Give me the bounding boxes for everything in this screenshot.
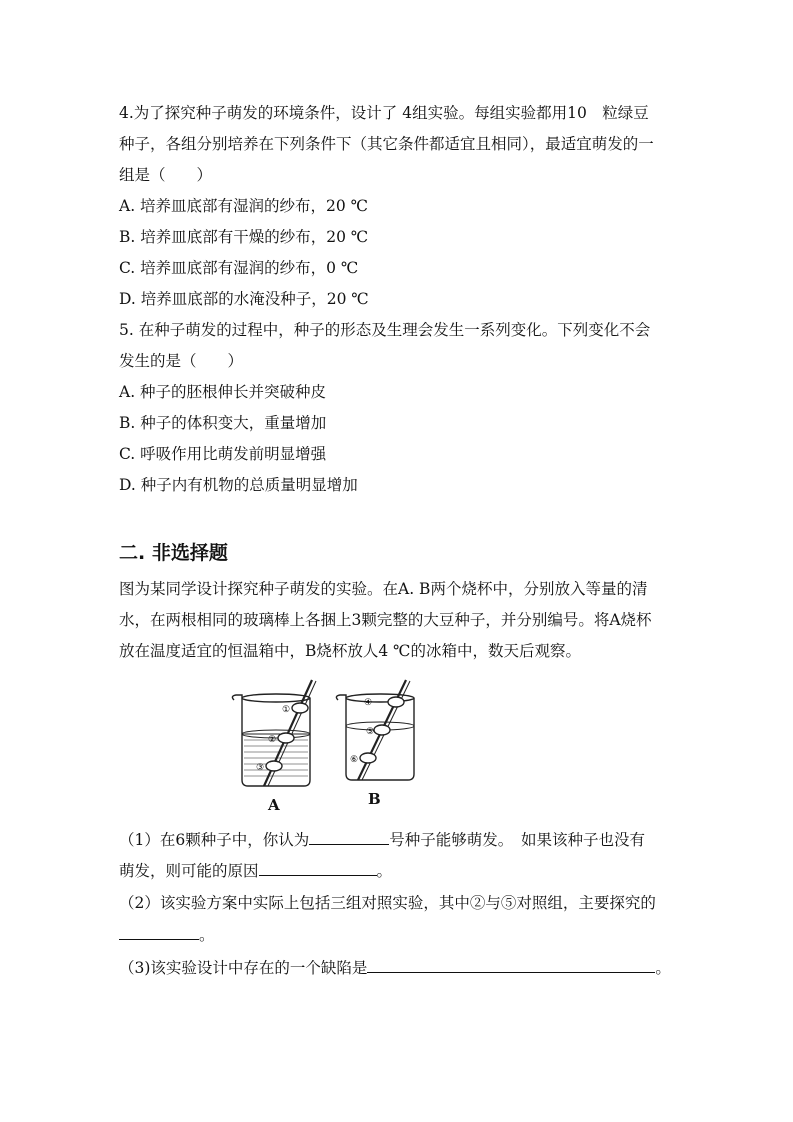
section-title: 二. 非选择题	[119, 542, 228, 564]
sub1-line-2	[119, 860, 392, 881]
q4-option-c: C. 培养皿底部有湿润的纱布，0 ℃	[119, 259, 359, 277]
q4-stem-line-1: 4.为了探究种子萌发的环境条件，设计了 4组实验。每组实验都用10 粒绿豆	[119, 104, 649, 122]
answer-blank-2[interactable]	[259, 860, 377, 876]
sub1-end: 。	[376, 862, 393, 880]
intro-line-2: 水，在两根相同的玻璃棒上各捆上3颗完整的大豆种子，并分别编号。将A烧杯	[119, 611, 652, 629]
q5-option-d: D. 种子内有机物的总质量明显增加	[119, 476, 358, 494]
seed-3-label: ③	[256, 763, 265, 773]
beaker-a	[232, 680, 316, 786]
seed-2-label: ②	[268, 735, 277, 745]
sub1-text-b: 号种子能够萌发。 如果该种子也没有	[389, 831, 645, 849]
intro-line-3: 放在温度适宜的恒温箱中，B烧杯放人4 ℃的冰箱中，数天后观察。	[119, 642, 582, 660]
sub2-end: 。	[199, 926, 215, 944]
beaker-b	[336, 680, 414, 780]
q4-option-d: D. 培养皿底部的水淹没种子，20 ℃	[119, 290, 369, 308]
beaker-a-label: A	[268, 796, 280, 814]
q5-option-b: B. 种子的体积变大，重量增加	[119, 414, 327, 432]
q5-option-a: A. 种子的胚根伸长并突破种皮	[119, 383, 327, 401]
seed-1-label: ①	[282, 705, 291, 715]
answer-blank-4[interactable]	[367, 957, 655, 973]
answer-blank-1[interactable]	[309, 829, 389, 845]
q5-stem-line-1: 5. 在种子萌发的过程中，种子的形态及生理会发生一系列变化。下列变化不会	[119, 321, 651, 339]
q4-option-a: A. 培养皿底部有湿润的纱布，20 ℃	[119, 197, 369, 215]
beaker-figure	[228, 678, 428, 818]
intro-line-1: 图为某同学设计探究种子萌发的实验。在A. B两个烧杯中，分别放入等量的清	[119, 580, 648, 598]
beaker-b-label: B	[368, 790, 381, 808]
seed-4-label: ④	[364, 698, 373, 708]
sub1-line-1	[119, 829, 645, 850]
seed-5-label: ⑤	[366, 727, 375, 737]
sub3-end: 。	[655, 959, 671, 977]
sub1-text-a: （1）在6颗种子中，你认为	[119, 831, 310, 849]
sub3-line-1	[119, 957, 671, 978]
answer-blank-3[interactable]	[119, 924, 199, 940]
q5-stem-line-2: 发生的是（ ）	[119, 352, 244, 370]
seed-6-label: ⑥	[350, 755, 359, 765]
sub1-text-c: 萌发，则可能的原因	[119, 862, 259, 880]
q5-option-c: C. 呼吸作用比萌发前明显增强	[119, 445, 327, 463]
sub2-line-1: （2）该实验方案中实际上包括三组对照实验，其中②与⑤对照组，主要探究的	[119, 894, 656, 912]
sub2-line-2	[119, 924, 215, 945]
beaker-illustration	[228, 678, 428, 796]
q4-stem-line-2: 种子，各组分别培养在下列条件下（其它条件都适宜且相同），最适宜萌发的一	[119, 135, 654, 153]
q4-option-b: B. 培养皿底部有干燥的纱布，20 ℃	[119, 228, 369, 246]
q4-stem-line-3: 组是（ ）	[119, 166, 213, 184]
sub3-text-a: （3)该实验设计中存在的一个缺陷是	[119, 959, 368, 977]
